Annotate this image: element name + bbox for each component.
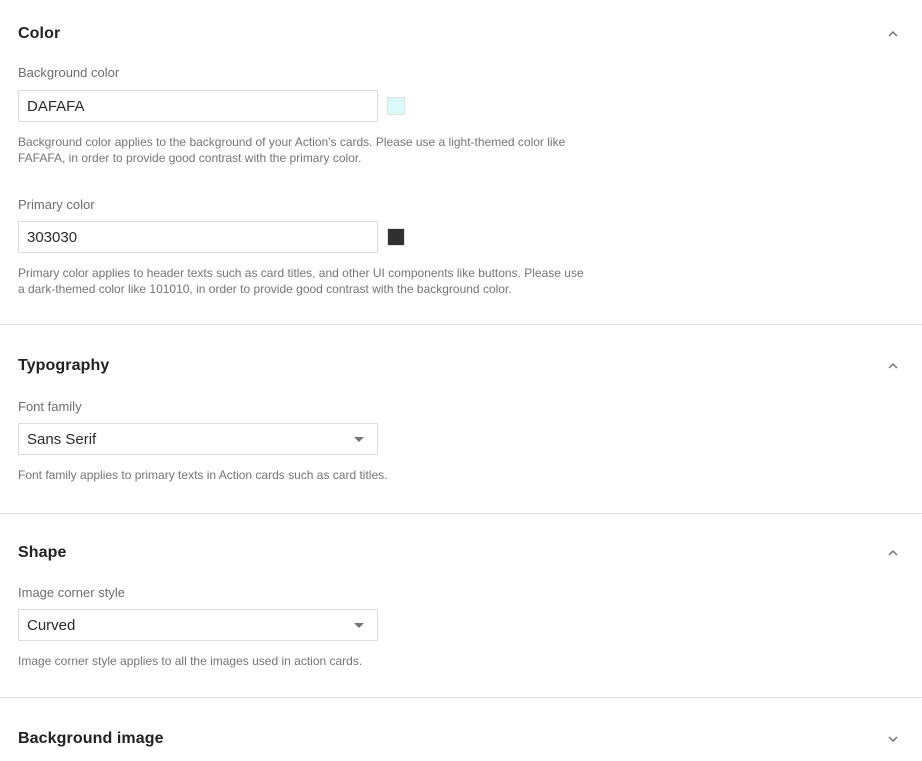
primary-color-swatch: [387, 228, 405, 246]
primary-color-label: Primary color: [18, 197, 95, 212]
image-corner-style-selected-value: Curved: [27, 616, 76, 634]
section-background-image-header[interactable]: [0, 729, 922, 749]
font-family-help: Font family applies to primary texts in Action cards such as card titles.: [18, 468, 388, 482]
chevron-down-icon[interactable]: [884, 730, 902, 748]
section-background-image-title: Background image: [18, 730, 164, 747]
section-shape-header[interactable]: [0, 543, 922, 563]
font-family-selected-value: Sans Serif: [27, 430, 97, 448]
section-color-title: Color: [18, 25, 61, 42]
font-family-label: Font family: [18, 399, 82, 414]
section-background-image: [0, 698, 922, 749]
section-shape-title: Shape: [18, 544, 67, 561]
background-color-row: [18, 90, 922, 122]
primary-color-help: Primary color applies to header texts such as card titles, and other UI components like buttons. Please use a dark-themed color like 101010, in order to provide good contrast with the background color.: [18, 266, 584, 296]
section-color-header[interactable]: [0, 24, 922, 44]
image-corner-style-help: Image corner style applies to all the images used in action cards.: [18, 654, 363, 668]
section-typography-title: Typography: [18, 357, 110, 374]
section-typography: [0, 325, 922, 483]
font-family-select[interactable]: [18, 423, 378, 455]
primary-color-row: [18, 221, 922, 253]
image-corner-style-label: Image corner style: [18, 585, 125, 600]
chevron-up-icon[interactable]: [884, 357, 902, 375]
dropdown-arrow-icon: [354, 437, 364, 442]
dropdown-arrow-icon: [354, 623, 364, 628]
background-color-swatch: [387, 97, 405, 115]
chevron-up-icon[interactable]: [884, 544, 902, 562]
section-typography-header[interactable]: [0, 356, 922, 376]
chevron-up-icon[interactable]: [884, 25, 902, 43]
section-shape: [0, 514, 922, 669]
primary-color-input[interactable]: [18, 221, 378, 253]
background-color-input[interactable]: [18, 90, 378, 122]
background-color-label: Background color: [18, 65, 120, 80]
background-color-help: Background color applies to the background of your Action's cards. Please use a light-themed color like FAFAFA, in order to provide good contrast with the primary color.: [18, 135, 566, 165]
image-corner-style-select[interactable]: [18, 609, 378, 641]
section-color: [0, 0, 922, 297]
